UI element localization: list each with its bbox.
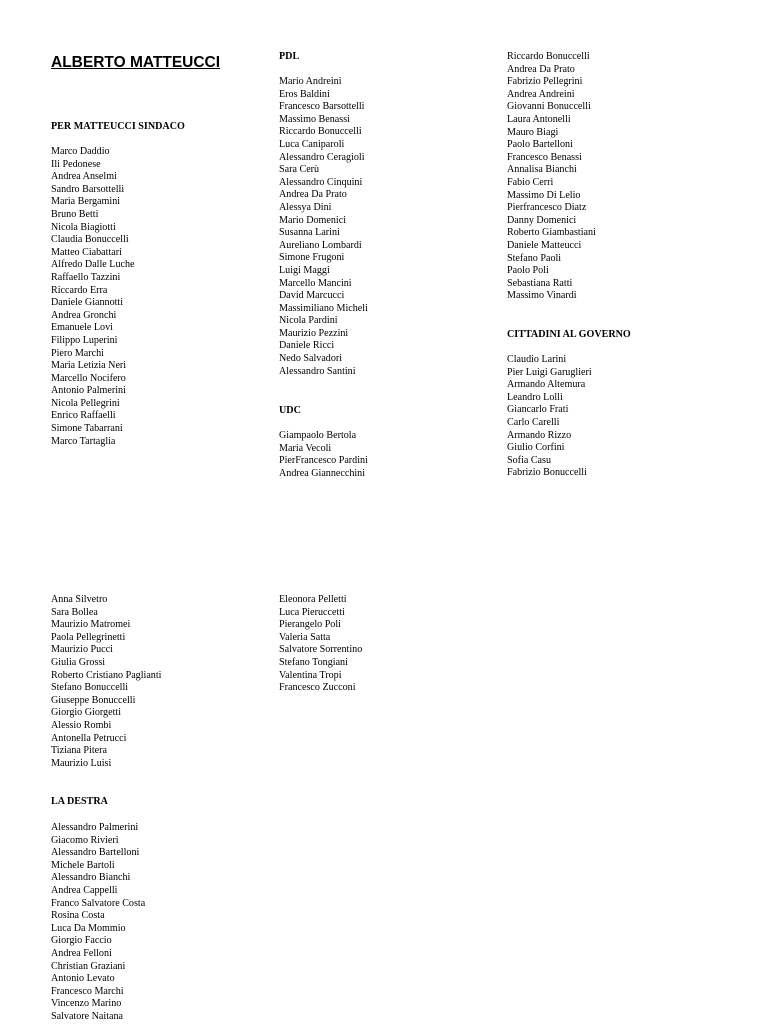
list-item: Fabio Cerri [507, 176, 554, 188]
list-item: Luca Caniparoli [279, 138, 345, 150]
list-item: Marco Tartaglia [51, 435, 116, 447]
list-item: Francesco Zucconi [279, 682, 356, 694]
list-item: Claudia Bonuccelli [51, 234, 129, 246]
list-item: Stefano Paoli [507, 252, 562, 264]
list-item: Daniele Ricci [279, 340, 335, 352]
list-item: Giancarlo Frati [507, 404, 569, 416]
list-item: Bruno Betti [51, 208, 99, 220]
list-item: Nicola Biagiotti [51, 221, 116, 233]
list-pdl [279, 76, 368, 378]
list-item: Alessandro Bianchi [51, 872, 131, 884]
list-item: Mario Domenici [279, 214, 346, 226]
list-item: Paolo Poli [507, 265, 549, 277]
list-item: Daniele Matteucci [507, 239, 582, 251]
list-item: Francesco Barsottelli [279, 101, 365, 113]
list-item: Massimiliano Micheli [279, 302, 368, 314]
list-item: Giampaolo Bertola [279, 430, 357, 441]
list-item: Luigi Maggi [279, 264, 330, 276]
list-item: Leandro Lolli [507, 391, 563, 403]
list-item: Susanna Larini [279, 227, 340, 239]
list-item: Andrea Da Prato [279, 189, 347, 201]
list-item: Alfredo Dalle Luche [51, 259, 135, 271]
list-item: Franco Salvatore Costa [51, 897, 146, 909]
list-item: Armando Altemura [507, 379, 586, 391]
list-column-1-bottom [51, 594, 161, 770]
heading-udc: UDC [279, 405, 301, 416]
list-item: Riccardo Bonuccelli [507, 51, 590, 62]
list-item: Christian Graziani [51, 960, 126, 972]
list-item: Alessandro Cinquini [279, 176, 363, 188]
list-item: Andrea Giannecchini [279, 467, 366, 479]
list-item: Francesco Marchi [51, 985, 124, 997]
list-item: David Marcucci [279, 290, 345, 302]
list-item: Giovanni Bonuccelli [507, 101, 591, 113]
heading-cittadini-al-governo: CITTADINI AL GOVERNO [507, 329, 631, 340]
list-item: Laura Antonelli [507, 113, 571, 125]
list-item: Annalisa Bianchi [507, 164, 577, 176]
list-column-2-bottom [279, 594, 362, 695]
page-title: ALBERTO MATTEUCCI [51, 54, 221, 71]
list-item: Carlo Carelli [507, 416, 560, 428]
list-item: Nicola Pellegrini [51, 397, 120, 409]
list-item: Andrea Cappelli [51, 884, 118, 896]
list-item: Sebastiana Ratti [507, 277, 573, 289]
list-item: Francesco Benassi [507, 151, 582, 163]
list-item: Massimo Benassi [279, 113, 350, 125]
list-item: Claudio Larini [507, 354, 567, 365]
list-item: Roberto Giambastiani [507, 227, 596, 239]
list-item: Paolo Bartelloni [507, 139, 573, 151]
list-item: Fabrizio Bonuccelli [507, 467, 587, 479]
list-item: Pier Luigi Garuglieri [507, 366, 592, 378]
list-item: Sofia Casu [507, 454, 552, 466]
list-item: Paola Pellegrinetti [51, 631, 126, 643]
list-item: Maurizio Matromei [51, 619, 131, 631]
list-item: Armando Rizzo [507, 429, 572, 441]
list-item: Stefano Bonuccelli [51, 682, 129, 694]
list-item: Anna Silvetro [51, 594, 108, 605]
list-item: Enrico Raffaelli [51, 410, 116, 422]
list-item: Luca Pieruccetti [279, 606, 345, 618]
list-item: Andrea Andreini [507, 88, 575, 100]
list-item: Alessio Rombi [51, 719, 112, 731]
list-item: Mario Andreini [279, 76, 342, 87]
list-item: Emanuele Lovi [51, 322, 113, 334]
list-item: Valentina Tropi [279, 669, 342, 681]
list-item: Salvatore Sorrentino [279, 644, 363, 656]
list-item: Pierfrancesco Diatz [507, 202, 587, 214]
list-item: Massimo Di Lelio [507, 189, 581, 201]
list-item: Daniele Giannotti [51, 297, 124, 309]
list-item: Riccardo Bonuccelli [279, 126, 362, 138]
list-cittadini-al-governo [507, 354, 592, 480]
list-udc [279, 430, 368, 480]
list-per-matteucci-sindaco [51, 146, 135, 448]
list-item: Nicola Pardini [279, 315, 338, 327]
list-item: Antonio Palmerini [51, 385, 126, 397]
heading-per-matteucci-sindaco: PER MATTEUCCI SINDACO [51, 121, 185, 132]
list-item: Maurizio Pucci [51, 644, 113, 656]
list-item: Giorgio Giorgetti [51, 707, 122, 719]
list-item: Maurizio Luisi [51, 757, 112, 769]
list-item: Antonella Petrucci [51, 732, 127, 744]
list-item: Luca Da Mommio [51, 922, 126, 934]
list-item: Ili Pedonese [51, 158, 101, 170]
list-column-3-top [507, 51, 596, 303]
list-item: Valeria Satta [279, 631, 331, 643]
list-item: Michele Bartoli [51, 859, 115, 871]
list-item: Maria Letizia Neri [51, 360, 127, 372]
list-item: Vincenzo Marino [51, 998, 122, 1010]
list-item: Maria Bergamini [51, 196, 121, 208]
list-item: Marcello Nocifero [51, 372, 126, 384]
list-item: Andrea Felloni [51, 947, 112, 959]
list-item: Sandro Barsottelli [51, 183, 125, 195]
list-item: Giorgio Faccio [51, 935, 112, 947]
list-item: Mauro Biagi [507, 126, 559, 138]
list-item: Matteo Ciabattari [51, 246, 122, 258]
list-item: Rosina Costa [51, 910, 105, 922]
list-item: Andrea Da Prato [507, 63, 575, 75]
list-item: Antonio Levato [51, 973, 115, 985]
heading-pdl: PDL [279, 51, 300, 62]
list-item: Simone Tabarrani [51, 423, 123, 435]
list-item: Piero Marchi [51, 347, 104, 359]
list-item: Sara Bollea [51, 606, 98, 618]
list-item: Stefano Tongiani [279, 656, 348, 668]
list-item: Alessandro Bartelloni [51, 847, 140, 859]
list-item: Alessandro Santini [279, 365, 356, 377]
list-item: Tiziana Pitera [51, 745, 107, 757]
list-item: Eros Baldini [279, 88, 330, 100]
list-item: Marco Daddio [51, 146, 110, 157]
list-item: Fabrizio Pellegrini [507, 76, 583, 88]
list-item: PierFrancesco Pardini [279, 455, 368, 467]
list-item: Giuseppe Bonuccelli [51, 694, 136, 706]
heading-la-destra: LA DESTRA [51, 796, 108, 807]
list-item: Alessandro Ceragioli [279, 151, 365, 163]
list-item: Alessandro Palmerini [51, 822, 139, 833]
list-item: Andrea Anselmi [51, 171, 117, 183]
list-item: Giulia Grossi [51, 656, 106, 668]
list-item: Simone Frugoni [279, 252, 345, 264]
list-item: Maria Vecoli [279, 442, 332, 454]
list-item: Maurizio Pezzini [279, 327, 349, 339]
list-item: Giulio Corfini [507, 442, 565, 454]
list-item: Eleonora Pelletti [279, 594, 347, 605]
list-item: Marcello Mancini [279, 277, 352, 289]
list-item: Riccardo Erra [51, 284, 108, 296]
list-la-destra [51, 822, 145, 1024]
list-item: Raffaello Tazzini [51, 271, 121, 283]
list-item: Salvatore Naitana [51, 1010, 124, 1022]
list-item: Roberto Cristiano Paglianti [51, 669, 162, 681]
list-item: Alessya Dini [279, 201, 332, 213]
list-item: Nedo Salvadori [279, 353, 343, 365]
list-item: Andrea Gronchi [51, 309, 117, 321]
list-item: Danny Domenici [507, 214, 577, 226]
list-item: Massimo Vinardi [507, 290, 577, 302]
list-item: Aureliano Lombardi [279, 239, 362, 251]
list-item: Filippo Luperini [51, 334, 118, 346]
list-item: Sara Cerù [279, 164, 320, 176]
list-item: Giacomo Rivieri [51, 834, 119, 846]
list-item: Pierangelo Poli [279, 619, 341, 631]
